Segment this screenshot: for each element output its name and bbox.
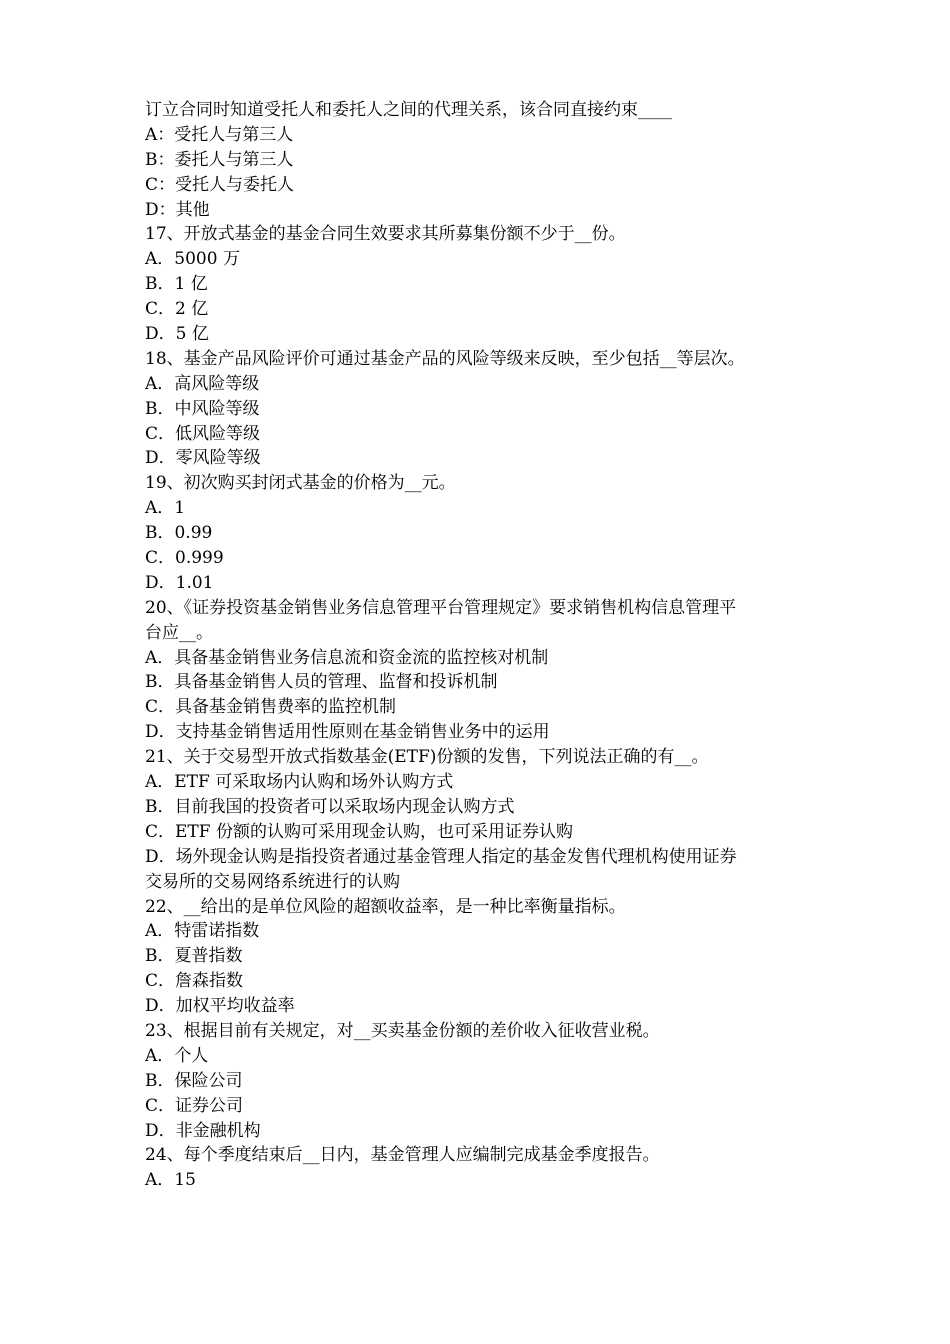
option-17-c: C．2 亿 (145, 299, 209, 320)
option-23-a: A．个人 (145, 1045, 209, 1066)
question-22-stem: 22、__给出的是单位风险的超额收益率，是一种比率衡量指标。 (145, 896, 626, 917)
question-19-stem: 19、初次购买封闭式基金的价格为__元。 (145, 473, 456, 494)
option-22-d: D．加权平均收益率 (145, 996, 295, 1017)
question-18-stem: 18、基金产品风险评价可通过基金产品的风险等级来反映，至少包括__等层次。 (145, 348, 745, 369)
option-21-d: D．场外现金认购是指投资者通过基金管理人指定的基金发售代理机构使用证券 (145, 846, 737, 867)
option-22-a: A．特雷诺指数 (145, 921, 260, 942)
option-17-d: D．5 亿 (145, 324, 209, 345)
question-17-stem: 17、开放式基金的基金合同生效要求其所募集份额不少于__份。 (145, 224, 626, 245)
option-19-c: C．0.999 (145, 548, 224, 569)
option-17-b: B．1 亿 (145, 274, 208, 295)
option-21-d-continued: 交易所的交易网络系统进行的认购 (145, 871, 400, 892)
option-18-a: A．高风险等级 (145, 373, 260, 394)
option-16-c: C：受托人与委托人 (145, 174, 295, 195)
option-18-b: B．中风险等级 (145, 398, 260, 419)
option-24-a: A．15 (145, 1170, 196, 1191)
question-20-stem: 20、《证券投资基金销售业务信息管理平台管理规定》要求销售机构信息管理平 (145, 597, 737, 618)
option-23-b: B．保险公司 (145, 1070, 243, 1091)
option-16-b: B：委托人与第三人 (145, 149, 294, 170)
option-20-b: B．具备基金销售人员的管理、监督和投诉机制 (145, 672, 498, 693)
question-21-stem: 21、关于交易型开放式指数基金(ETF)份额的发售，下列说法正确的有__。 (145, 747, 709, 768)
question-16-stem: 订立合同时知道受托人和委托人之间的代理关系，该合同直接约束____ (145, 100, 672, 120)
question-23-stem: 23、根据目前有关规定，对__买卖基金份额的差价收入征收营业税。 (145, 1020, 660, 1041)
question-20-stem-continued: 台应__。 (145, 622, 213, 643)
option-22-c: C．詹森指数 (145, 971, 244, 992)
question-24-stem: 24、每个季度结束后__日内，基金管理人应编制完成基金季度报告。 (145, 1145, 660, 1166)
option-23-d: D．非金融机构 (145, 1120, 261, 1141)
option-18-d: D．零风险等级 (145, 448, 261, 469)
option-20-c: C．具备基金销售费率的监控机制 (145, 697, 397, 718)
option-21-b: B．目前我国的投资者可以采取场内现金认购方式 (145, 796, 515, 817)
option-19-d: D．1.01 (145, 572, 214, 593)
option-19-a: A．1 (145, 498, 186, 519)
option-21-a: A．ETF 可采取场内认购和场外认购方式 (145, 772, 454, 793)
option-16-a: A：受托人与第三人 (145, 124, 294, 145)
option-23-c: C．证券公司 (145, 1095, 244, 1116)
option-19-b: B．0.99 (145, 523, 213, 544)
document-page (145, 98, 825, 1193)
option-18-c: C．低风险等级 (145, 423, 261, 444)
option-21-c: C．ETF 份额的认购可采用现金认购，也可采用证券认购 (145, 821, 573, 842)
option-16-d: D：其他 (145, 199, 210, 220)
option-22-b: B．夏普指数 (145, 946, 243, 967)
option-17-a: A．5000 万 (145, 249, 240, 270)
option-20-a: A．具备基金销售业务信息流和资金流的监控核对机制 (145, 647, 549, 668)
option-20-d: D．支持基金销售适用性原则在基金销售业务中的运用 (145, 722, 550, 743)
